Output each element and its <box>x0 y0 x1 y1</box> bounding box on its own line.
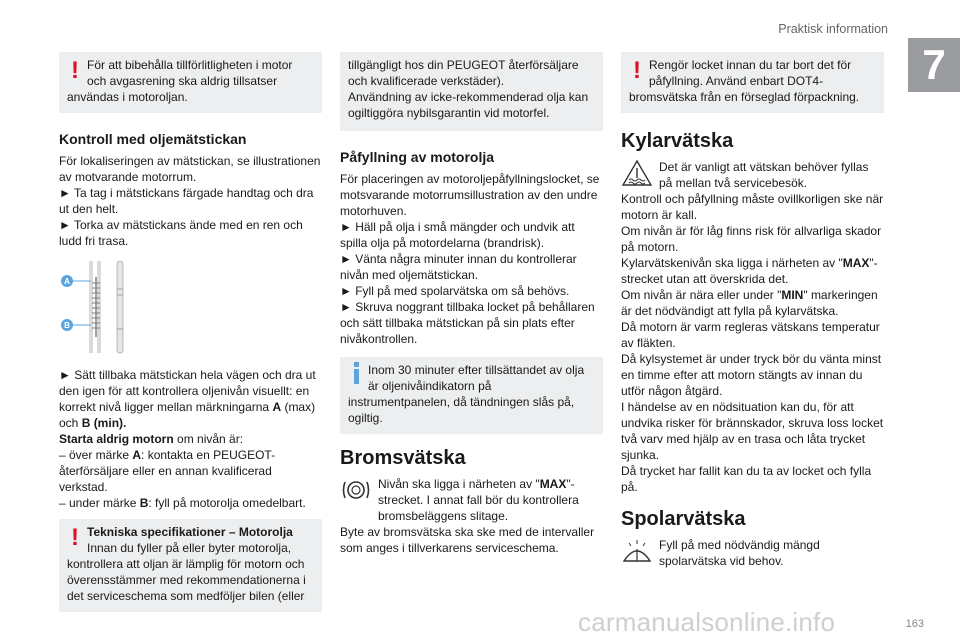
never-start-line <box>59 431 322 447</box>
dipstick-step-3 <box>59 367 322 431</box>
mark-a: A <box>132 448 142 462</box>
brake-fluid-interval: Byte av bromsvätska ska ske med de intervaller som anges i tillverkarens serviceschema. <box>340 525 595 555</box>
coolant-icon <box>621 159 653 187</box>
heading-washer-fluid: Spolarvätska <box>621 508 746 530</box>
text-span: Om nivån är nära eller under " <box>621 288 782 302</box>
brake-fluid-text <box>378 476 603 524</box>
info-text-first: Inom 30 minuter efter tillsättandet av olja är oljenivåindikatorn på <box>368 363 585 393</box>
washer-fluid-line <box>621 537 884 569</box>
warning-continued-text: tillgängligt hos din PEUGEOT återförsäljare och kvalificerade verkstäder). Användning av icke-rekommenderad olja kan ogiltiggöra nybilsgarantin vid motorfel. <box>348 58 589 120</box>
watermark: carmanualsonline.info <box>578 607 836 637</box>
warning-text-first: Rengör locket innan du tar bort det för påfyllning. Använd enbart DOT4- <box>649 58 852 88</box>
text-span: – över märke <box>59 448 133 462</box>
info-text-rest: instrumentpanelen, då tändningen slås på, ogiltig. <box>348 395 575 425</box>
coolant-line-4 <box>621 287 884 319</box>
heading-coolant: Kylarvätska <box>621 130 734 152</box>
coolant-line-6: Då kylsystemet är under tryck bör du vänta minst en timme efter att motorn stängts av innan du utför någon åtgärd. <box>621 352 882 398</box>
warning-text-rest: kontrollera att oljan är lämplig för motorn och överensstämmer med rekommendationerna i det serviceschema som medföljer bilen (eller <box>67 557 306 603</box>
chapter-tab: 7 <box>908 38 960 92</box>
oil-fill-step-1: ► Häll på olja i små mängder och undvik att spilla olja på motordelarna (brandrisk). <box>340 220 575 250</box>
mark-a: A <box>272 400 282 414</box>
oil-fill-intro: För placeringen av motoroljepåfyllningslocket, se motsvarande motorrumsillustration av den undre motorhuven. <box>340 172 600 218</box>
text-span: "-strecket utan att överskrida det. <box>621 256 878 286</box>
warning-exclamation-icon: ! <box>633 57 641 84</box>
coolant-line-3 <box>621 255 884 287</box>
coolant-line-1: Kontroll och påfyllning måste ovillkorligen ske när motorn är kall. <box>621 192 884 222</box>
page-header-title: Praktisk information <box>778 22 888 36</box>
warning-title-bold: Tekniska specifikationer – Motorolja <box>87 525 293 539</box>
text-span: – under märke <box>59 496 140 510</box>
never-start-bold: Starta aldrig motorn <box>59 432 174 446</box>
text-span: "-strecket. I annat fall bör du kontrollera bromsbeläggens slitage. <box>378 477 579 523</box>
text-span: " markeringen är det nödvändigt att fylla på kylarvätska. <box>621 288 878 318</box>
dash-item-1 <box>59 447 322 495</box>
coolant-line-5: Då motorn är varm regleras vätskans temperatur av fläkten. <box>621 320 880 350</box>
text-span: ► Sätt tillbaka mätstickan hela vägen och dra ut den igen för att kontrollera oljenivån visuellt: en korrekt nivå ligger mellan märkningarna <box>59 368 316 414</box>
coolant-line-7: I händelse av en nödsituation kan du, för att undvika risker för brännskador, skruva loss locket två varv med hjälp av en trasa och låta trycket sjunka. <box>621 400 884 462</box>
text-span: Nivån ska ligga i närheten av " <box>378 477 540 491</box>
oil-fill-step-3: ► Fyll på med spolarvätska om så behövs. <box>340 284 570 298</box>
washer-fluid-text: Fyll på med nödvändig mängd spolarvätska vid behov. <box>659 538 820 568</box>
coolant-first: Det är vanligt att vätskan behöver fyllas på mellan två servicebesök. <box>659 160 869 190</box>
heading-oil-fill: Påfyllning av motorolja <box>340 149 495 165</box>
text-span: om nivån är: <box>173 432 244 446</box>
dipstick-intro: För lokaliseringen av mätstickan, se illustrationen av motvarande motorrum. <box>59 154 321 184</box>
dipstick-step-1: ► Ta tag i mätstickans färgade handtag och dra ut den helt. <box>59 186 314 216</box>
brake-fluid-line <box>340 476 603 524</box>
oil-fill-step-4: ► Skruva noggrant tillbaka locket på behållaren och sätt tillbaka mätstickan på sin plats efter nivåkontrollen. <box>340 300 595 346</box>
heading-dipstick: Kontroll med oljemätstickan <box>59 131 247 147</box>
warning-title <box>67 524 314 540</box>
page-number: 163 <box>905 618 924 630</box>
min-label: MIN <box>781 288 804 302</box>
warning-text-rest: bromsvätska från en förseglad förpackning. <box>629 90 860 104</box>
warning-text-first: Innan du fyller på eller byter motorolja, <box>87 541 292 555</box>
dipstick-label-a: A <box>64 277 70 286</box>
dipstick-step-2: ► Torka av mätstickans ände med en ren och ludd fri trasa. <box>59 218 303 248</box>
dash-item-2 <box>59 495 322 511</box>
warning-box-continued <box>340 52 603 131</box>
text-span: : fyll på motorolja omedelbart. <box>148 496 306 510</box>
column-3 <box>621 52 884 569</box>
washer-fluid-icon <box>621 537 653 565</box>
info-box-oil-indicator <box>340 357 603 434</box>
mark-b-min: B (min). <box>81 416 127 430</box>
mark-b: B <box>139 496 149 510</box>
text-span: Kylarvätskenivån ska ligga i närheten av " <box>621 256 843 270</box>
brake-fluid-icon <box>340 476 372 504</box>
coolant-line <box>621 159 884 191</box>
dipstick-label-b: B <box>64 321 70 330</box>
dipstick-illustration <box>59 259 322 359</box>
info-icon <box>350 362 362 388</box>
warning-box-additives <box>59 52 322 113</box>
column-2 <box>340 52 603 556</box>
coolant-line-8: Då trycket har fallit kan du ta av locket och fylla på. <box>621 464 872 494</box>
text-span: (max) och <box>59 400 316 430</box>
text-span: : kontakta en PEUGEOT-återförsäljare eller en annan kvalificerad verkstad. <box>59 448 276 494</box>
warning-box-specs <box>59 519 322 612</box>
oil-fill-step-2: ► Vänta några minuter innan du kontrollerar nivån med oljemätstickan. <box>340 252 577 282</box>
warning-text-first: För att bibehålla tillförlitligheten i motor och avgasrening ska aldrig tillsatser <box>87 58 293 88</box>
max-label: MAX <box>539 477 567 491</box>
column-1 <box>59 52 322 612</box>
heading-brake-fluid: Bromsvätska <box>340 447 466 469</box>
warning-box-brake-cap <box>621 52 884 113</box>
warning-exclamation-icon: ! <box>71 57 79 84</box>
warning-exclamation-icon: ! <box>71 524 79 551</box>
warning-text-rest: användas i motoroljan. <box>67 90 188 104</box>
max-label: MAX <box>842 256 870 270</box>
coolant-line-2: Om nivån är för låg finns risk för allvarliga skador på motorn. <box>621 224 882 254</box>
